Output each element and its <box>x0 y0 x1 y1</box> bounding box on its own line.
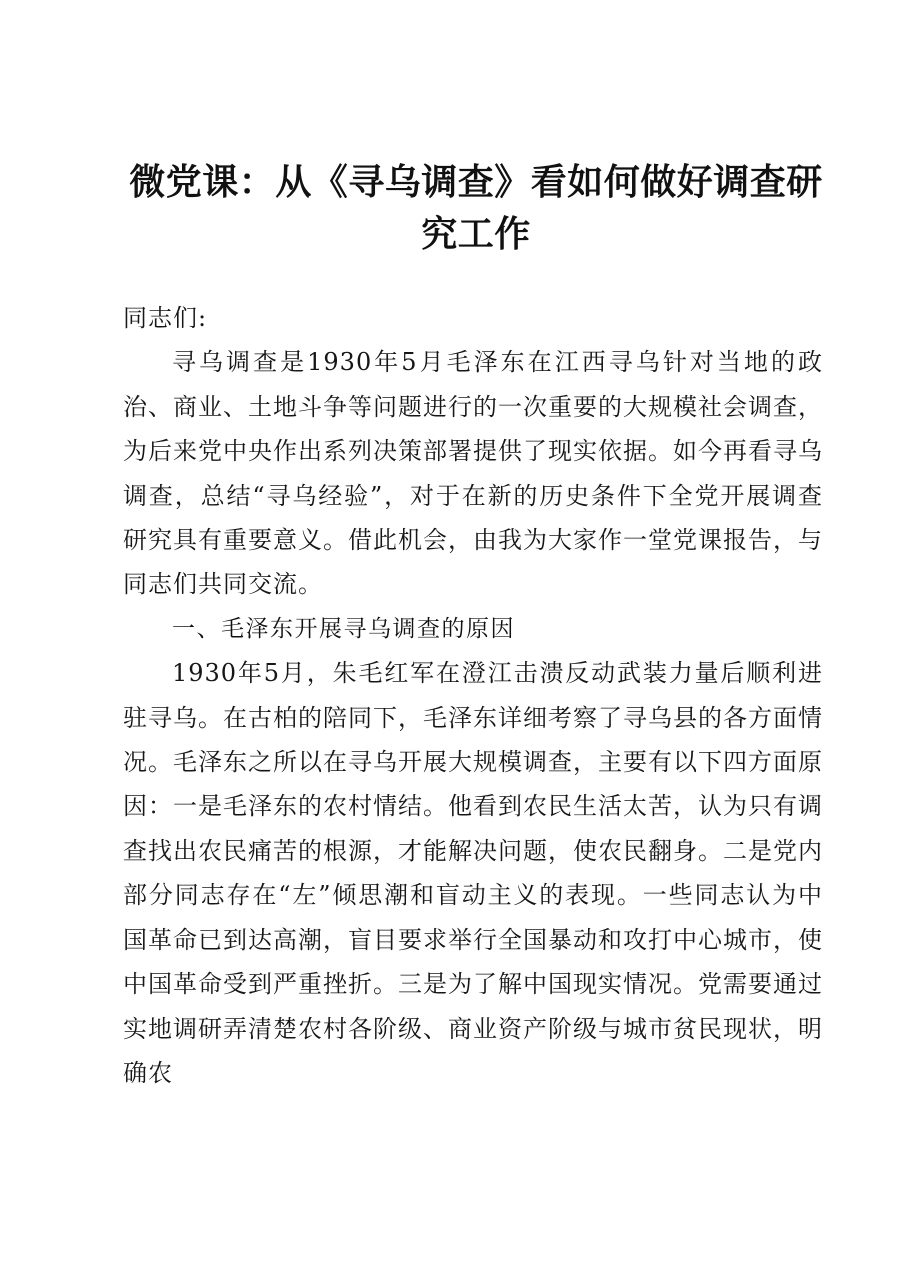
section-heading: 一、毛泽东开展寻乌调查的原因 <box>172 615 515 642</box>
salutation: 同志们: <box>123 304 208 332</box>
intro-paragraph: 寻乌调查是1930年5月毛泽东在江西寻乌针对当地的政治、商业、土地斗争等问题进行的一次重要的大规模社会调查，为后来党中央作出系列决策部署提供了现实依据。如今再看寻乌调查，总结“寻乌经验”，对于在新的历史条件下全党开展调查研究具有重要意义。借此机会，由我为大家作一堂党课报告，与同志们共同交流。 <box>123 348 823 599</box>
document-title: 微党课：从《寻乌调查》看如何做好调查研究工作 <box>129 161 823 255</box>
document-body <box>123 296 823 1095</box>
section-paragraph: 1930年5月，朱毛红军在澄江击溃反动武装力量后顺利进驻寻乌。在古柏的陪同下，毛泽东详细考察了寻乌县的各方面情况。毛泽东之所以在寻乌开展大规模调查，主要有以下四方面原因：一是毛泽东的农村情结。他看到农民生活太苦，认为只有调查找出农民痛苦的根源，才能解决问题，使农民翻身。二是党内部分同志存在“左”倾思潮和盲动主义的表现。一些同志认为中国革命已到达高潮，盲目要求举行全国暴动和攻打中心城市，使中国革命受到严重挫折。三是为了解中国现实情况。党需要通过实地调研弄清楚农村各阶级、商业资产阶级与城市贫民现状，明确农 <box>123 659 823 1087</box>
